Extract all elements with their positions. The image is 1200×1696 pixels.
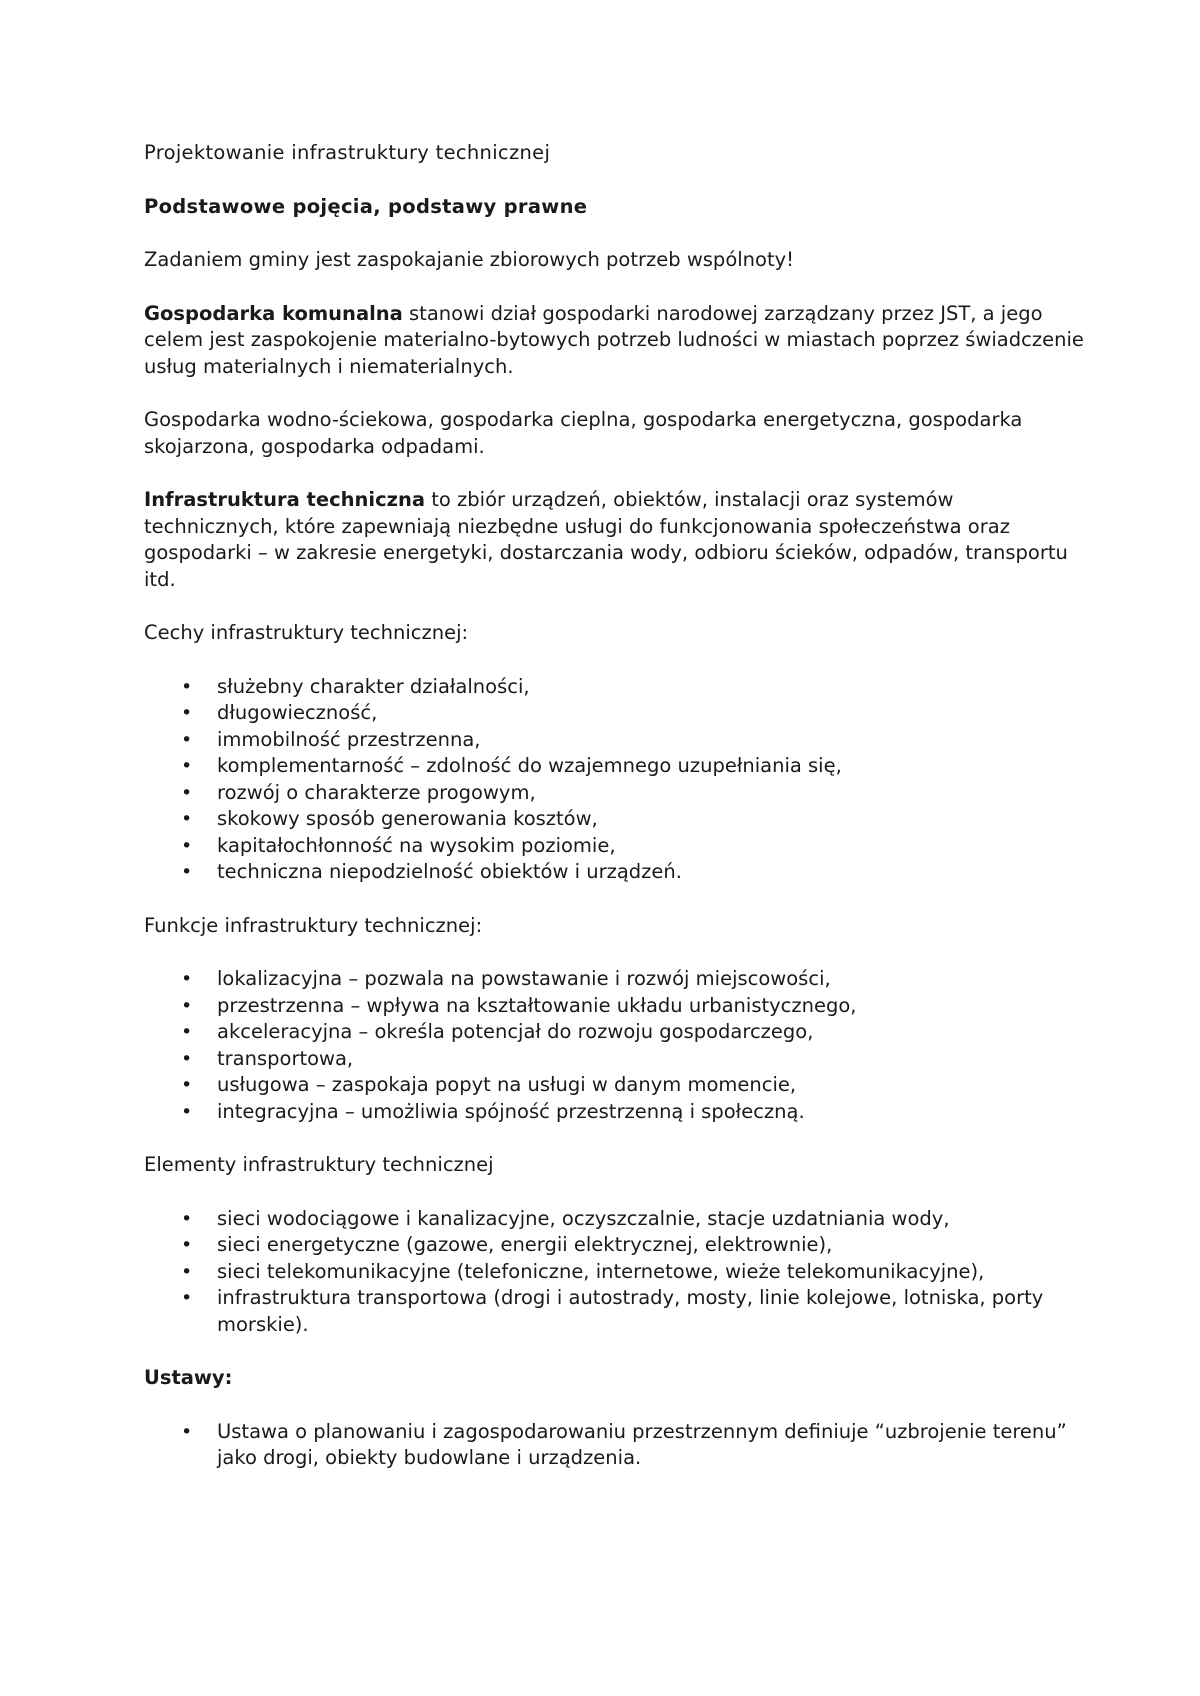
bullet-icon: •	[181, 1287, 193, 1309]
list-item: • integracyjna – umożliwia spójność przestrzenną i społeczną.	[144, 1099, 1084, 1126]
bullet-icon: •	[181, 781, 193, 804]
gospodarka-definition: stanowi dział gospodarki narodowej zarządzany przez JST, a jego celem jest zaspokojenie materialno-bytowych potrzeb ludności w miastach poprzez świadczenie usług materialnych i niematerialnych.	[144, 301, 1084, 378]
gospodarka-term: Gospodarka komunalna	[144, 301, 403, 325]
list-item: • sieci wodociągowe i kanalizacyjne, oczyszczalnie, stacje uzdatniania wody,	[144, 1206, 1084, 1233]
document-title: Projektowanie infrastruktury technicznej	[144, 141, 551, 164]
bullet-icon: •	[181, 834, 193, 857]
list-item: • długowieczność,	[144, 700, 1084, 727]
bullet-icon: •	[181, 1260, 193, 1283]
gospodarka-paragraph	[144, 301, 1084, 381]
bullet-icon: •	[181, 1021, 193, 1043]
bullet-icon: •	[181, 1420, 193, 1443]
subtitle-text: Podstawowe pojęcia, podstawy prawne	[144, 194, 588, 218]
ustawy-heading	[144, 1365, 1084, 1392]
bullet-icon: •	[181, 1207, 193, 1230]
list-item: • lokalizacyjna – pozwala na powstawanie i rozwój miejscowości,	[144, 966, 1084, 993]
bullet-icon: •	[181, 1074, 193, 1096]
ustawy-list	[144, 1419, 1084, 1472]
list-item: • rozwój o charakterze progowym,	[144, 780, 1084, 807]
list-item: • infrastruktura transportowa (drogi i autostrady, mosty, linie kolejowe, lotniska, porty morskie).	[181, 1286, 1044, 1336]
list-item: • kapitałochłonność na wysokim poziomie,	[144, 833, 1084, 860]
funkcje-heading: Funkcje infrastruktury technicznej:	[144, 913, 483, 937]
infrastruktura-term: Infrastruktura techniczna	[144, 488, 426, 511]
list-item: • służebny charakter działalności,	[144, 674, 1084, 701]
cechy-heading: Cechy infrastruktury technicznej:	[144, 621, 469, 644]
bullet-icon: •	[181, 861, 193, 883]
bullet-icon: •	[181, 702, 193, 724]
infrastruktura-definition: to zbiór urządzeń, obiektów, instalacji oraz systemów technicznych, które zapewniają niezbędne usługi do funkcjonowania społeczeństwa oraz gospodarki – w zakresie energetyki, dostarczania wody, odbioru ścieków, odpadów, transportu itd.	[144, 488, 1068, 591]
document-page	[144, 140, 1084, 1499]
bullet-icon: •	[181, 675, 193, 698]
bullet-icon: •	[181, 968, 193, 990]
rodzaje-paragraph: Gospodarka wodno-ściekowa, gospodarka cieplna, gospodarka energetyczna, gospodarka skojarzona, gospodarka odpadami.	[144, 408, 1023, 458]
cechy-list	[144, 674, 1084, 886]
elementy-list	[144, 1206, 1084, 1339]
list-item: • Ustawa o planowaniu i zagospodarowaniu przestrzennym definiuje “uzbrojenie terenu” jako drogi, obiekty budowlane i urządzenia.	[181, 1419, 1067, 1469]
list-item: • akceleracyjna – określa potencjał do rozwoju gospodarczego,	[144, 1019, 1084, 1046]
elementy-heading: Elementy infrastruktury technicznej	[144, 1153, 494, 1176]
list-item: • transportowa,	[144, 1046, 1084, 1073]
bullet-icon: •	[181, 755, 193, 777]
bullet-icon: •	[181, 1047, 193, 1070]
bullet-icon: •	[181, 994, 193, 1017]
funkcje-list	[144, 966, 1084, 1125]
bullet-icon: •	[181, 1234, 193, 1256]
bullet-icon: •	[181, 808, 193, 830]
list-item: • techniczna niepodzielność obiektów i urządzeń.	[144, 859, 1084, 886]
infrastruktura-paragraph	[144, 487, 1084, 593]
document-subtitle	[144, 194, 1084, 221]
ustawy-heading-text: Ustawy:	[144, 1366, 233, 1389]
list-item: • immobilność przestrzenna,	[144, 727, 1084, 754]
bullet-icon: •	[181, 1100, 193, 1123]
intro-paragraph: Zadaniem gminy jest zaspokajanie zbiorowych potrzeb wspólnoty!	[144, 248, 794, 271]
list-item: • sieci telekomunikacyjne (telefoniczne, internetowe, wieże telekomunikacyjne),	[144, 1259, 1084, 1286]
list-item: • sieci energetyczne (gazowe, energii elektrycznej, elektrownie),	[144, 1232, 1084, 1259]
list-item: • przestrzenna – wpływa na kształtowanie układu urbanistycznego,	[144, 993, 1084, 1020]
list-item: • komplementarność – zdolność do wzajemnego uzupełniania się,	[144, 753, 1084, 780]
list-item: • usługowa – zaspokaja popyt na usługi w danym momencie,	[144, 1072, 1084, 1099]
bullet-icon: •	[181, 728, 193, 751]
list-item: • skokowy sposób generowania kosztów,	[144, 806, 1084, 833]
